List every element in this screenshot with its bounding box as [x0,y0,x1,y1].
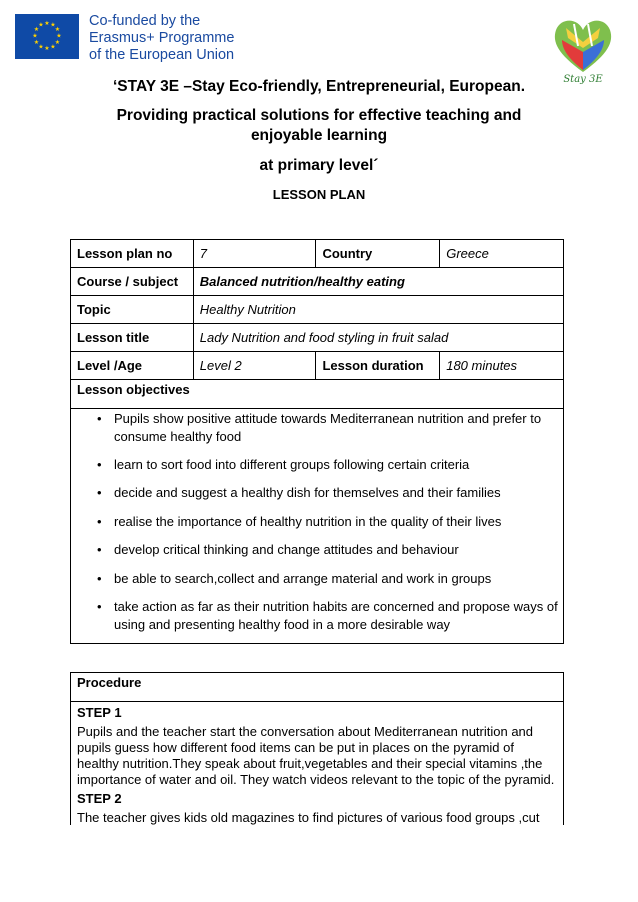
lesson-title-label: Lesson title [71,324,194,352]
table-row [71,240,564,268]
level-label: Level /Age [71,352,194,380]
lesson-plan-no-label: Lesson plan no [71,240,194,268]
lesson-title-value: Lady Nutrition and food styling in fruit salad [193,324,563,352]
svg-text:★: ★ [44,45,50,52]
lesson-info-table [70,239,564,380]
course-label: Course / subject [71,268,194,296]
procedure-box [70,672,564,825]
step-2-title: STEP 2 [77,791,122,806]
duration-label: Lesson duration [316,352,440,380]
lesson-objectives-box [70,379,564,644]
eu-flag-logo [15,14,79,59]
svg-text:Stay 3E: Stay 3E [563,74,603,84]
table-row [71,268,564,296]
list-item: • Pupils show positive attitude towards Mediterranean nutrition and prefer to consume healthy food [114,410,559,445]
project-subtitle: Providing practical solutions for effective teaching and enjoyable learning [116,107,522,144]
table-row [71,352,564,380]
country-value: Greece [440,240,564,268]
step-1-text: Pupils and the teacher start the conversation about Mediterranean nutrition and pupils guess how different food items can be put in places on the pyramid of healthy nutrition.They speak about fruit,vegetables and their special vitamins ,the importance of water and oil. They watch videos relevant to the topic of the pyramid. [77,724,555,787]
svg-text:★: ★ [54,39,61,46]
svg-text:★: ★ [56,32,62,40]
step-1-title: STEP 1 [77,705,122,720]
objectives-heading: Lesson objectives [71,380,563,409]
svg-text:★: ★ [32,32,38,40]
eu-line-3: of the European Union [89,47,235,63]
country-label: Country [316,240,440,268]
list-item: • take action as far as their nutrition habits are concerned and propose ways of using and presenting healthy food in a more desirable way [114,598,559,633]
stay-3e-logo [548,12,618,84]
list-item: • be able to search,collect and arrange material and work in groups [114,570,559,588]
svg-text:★: ★ [44,20,50,27]
topic-value: Healthy Nutrition [193,296,563,324]
eu-line-2: Erasmus+ Programme [89,30,235,46]
svg-text:★: ★ [54,26,61,33]
procedure-heading: Procedure [71,673,563,702]
list-item: • decide and suggest a healthy dish for themselves and their families [114,484,559,502]
topic-label: Topic [71,296,194,324]
eu-funding-text [89,13,234,64]
project-level: at primary level´ [259,157,379,174]
table-row [71,324,564,352]
course-value: Balanced nutrition/healthy eating [193,268,563,296]
level-value: Level 2 [193,352,316,380]
eu-line-1: Co-funded by the [89,13,201,29]
list-item: • learn to sort food into different groups following certain criteria [114,456,559,474]
svg-text:★: ★ [38,43,44,51]
lesson-plan-heading: LESSON PLAN [272,187,366,202]
svg-text:★: ★ [50,21,56,29]
duration-value: 180 minutes [440,352,564,380]
svg-text:★: ★ [33,39,40,46]
step-2-text: The teacher gives kids old magazines to find pictures of various food groups ,cut [77,810,540,825]
lesson-plan-no-value: 7 [193,240,316,268]
list-item: • develop critical thinking and change attitudes and behaviour [114,541,559,559]
svg-text:★: ★ [50,43,56,51]
table-row [71,296,564,324]
project-title: ‘STAY 3E –Stay Eco-friendly, Entrepreneurial, European. [112,78,526,95]
list-item: • realise the importance of healthy nutrition in the quality of their lives [114,513,559,531]
svg-text:★: ★ [33,26,40,33]
svg-text:★: ★ [38,21,44,29]
